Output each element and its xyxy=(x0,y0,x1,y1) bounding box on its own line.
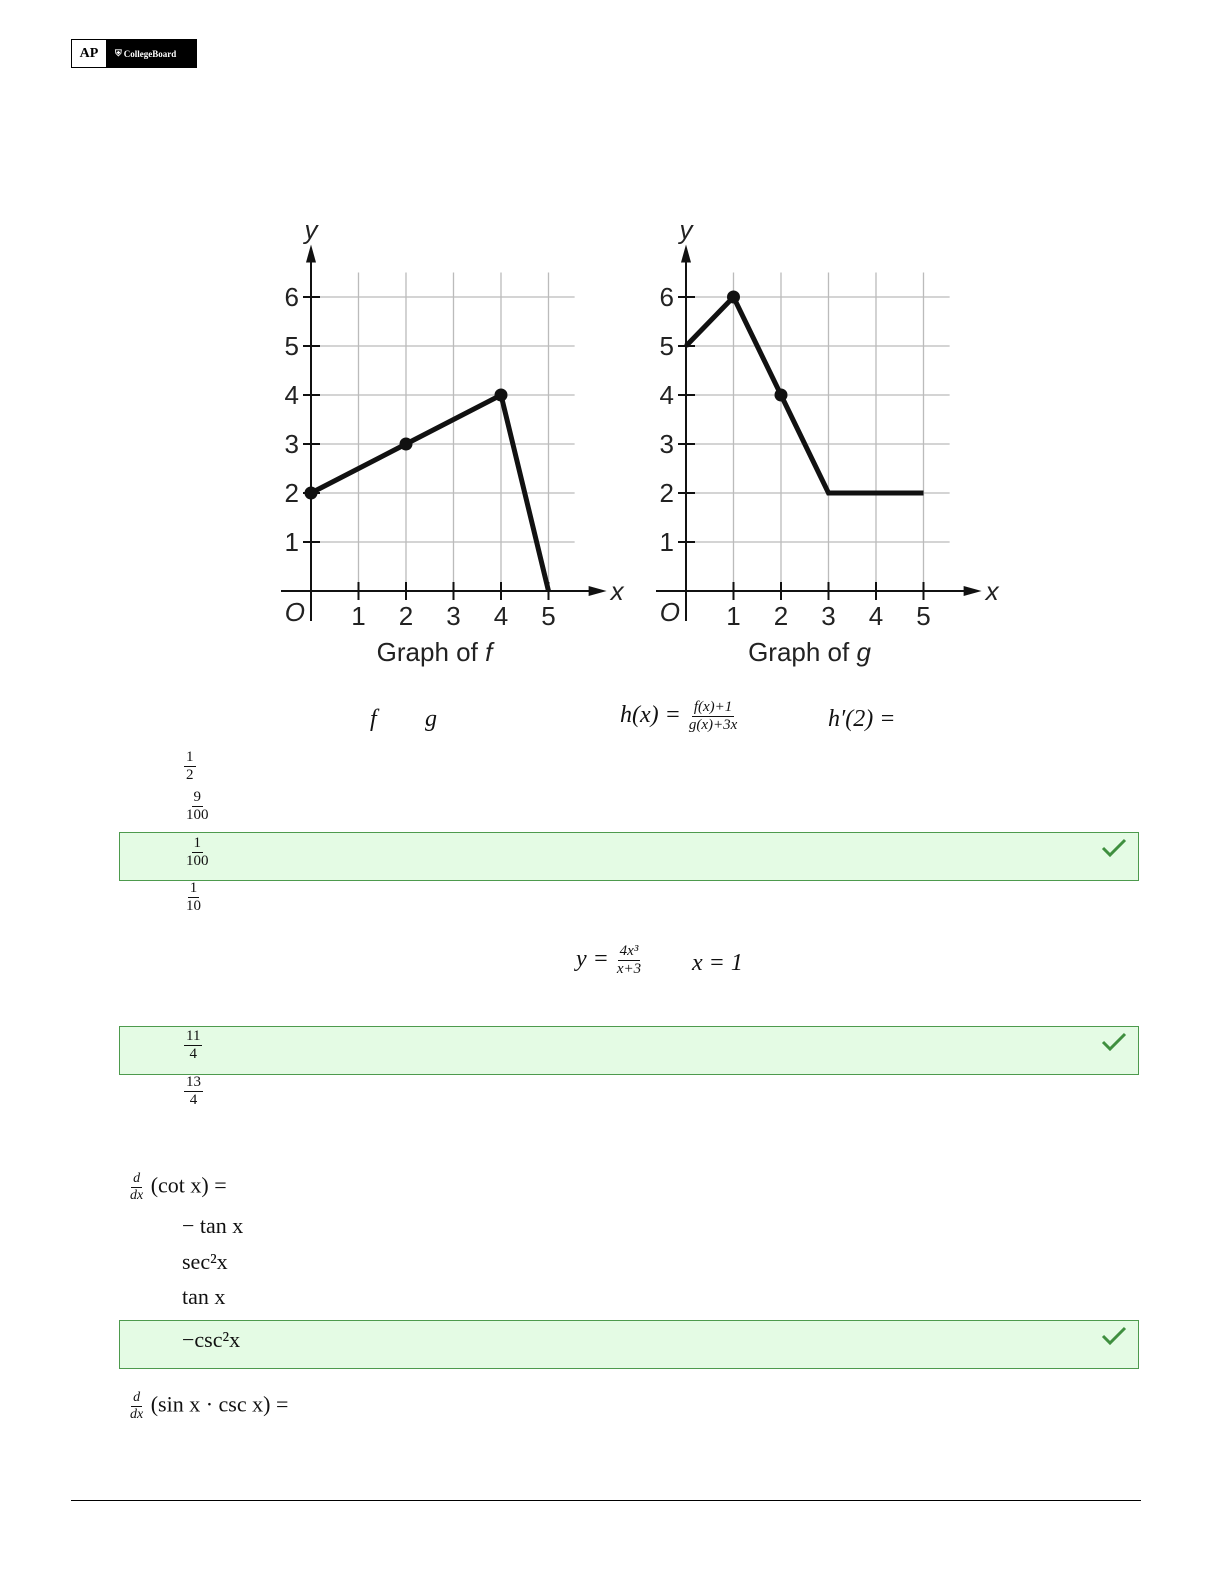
x-axis-label: x xyxy=(985,576,999,606)
q2-correct-highlight xyxy=(119,1026,1139,1075)
x-tick-label: 2 xyxy=(398,601,414,631)
q1-choice-b-num: 9 xyxy=(193,789,201,805)
q2-choice-b[interactable] xyxy=(184,1075,203,1108)
q2-choice-b-den: 4 xyxy=(189,1092,198,1108)
q1-h-denominator: g(x)+3x xyxy=(688,717,738,733)
acorn-shield-icon: ⛨ xyxy=(115,48,122,58)
origin-label: O xyxy=(659,597,680,627)
q1-choice-a-den: 2 xyxy=(186,767,194,783)
collegeboard-logo xyxy=(107,39,197,68)
q1-choice-c-num: 1 xyxy=(193,835,201,851)
ap-collegeboard-logo xyxy=(71,39,197,68)
chart-title xyxy=(748,637,871,667)
x-axis-arrow-icon xyxy=(589,586,607,596)
q1-g-label: g xyxy=(425,706,437,732)
q1-f-label: f xyxy=(370,706,377,732)
q2-choice-a[interactable] xyxy=(184,1029,202,1062)
q1-choice-d-num: 1 xyxy=(189,880,198,896)
q2-choice-b-num: 13 xyxy=(186,1074,201,1090)
q1-choice-c[interactable] xyxy=(184,836,211,869)
q1-h-definition xyxy=(620,700,739,733)
x-tick-label: 5 xyxy=(916,601,931,631)
y-tick-label: 5 xyxy=(659,331,674,361)
x-tick-label: 1 xyxy=(726,601,741,631)
data-point xyxy=(305,487,318,500)
q1-h-fraction xyxy=(687,700,739,733)
q2-choice-a-den: 4 xyxy=(189,1046,197,1062)
q1-choice-d-den: 10 xyxy=(186,898,201,914)
x-tick-label: 2 xyxy=(773,601,789,631)
x-tick-label: 4 xyxy=(868,601,884,631)
y-axis-arrow-icon xyxy=(681,245,691,263)
collegeboard-text: CollegeBoard xyxy=(123,48,177,59)
y-tick-label: 1 xyxy=(284,527,299,557)
x-tick-label: 3 xyxy=(821,601,836,631)
q2-at: x = 1 xyxy=(692,950,743,976)
q2-fraction xyxy=(615,944,643,977)
q1-choice-d[interactable] xyxy=(184,881,203,914)
q3-choice-a[interactable]: − tan x xyxy=(182,1213,244,1238)
x-tick-label: 4 xyxy=(493,601,509,631)
q1-choice-c-den: 100 xyxy=(186,853,209,869)
q3-stem xyxy=(128,1172,227,1203)
chart-title-prefix: Graph of xyxy=(376,637,486,667)
y-tick-label: 2 xyxy=(659,478,674,508)
y-tick-label: 1 xyxy=(659,527,674,557)
q3-correct-highlight xyxy=(119,1320,1139,1369)
q3-expression: (cot x) = xyxy=(150,1172,227,1198)
data-point xyxy=(495,389,508,402)
y-axis-label: y xyxy=(304,214,318,245)
q3-derivative-operator xyxy=(128,1172,145,1203)
q4-dx: dx xyxy=(130,1407,144,1422)
footer-rule xyxy=(71,1500,1141,1501)
q2-choice-a-num: 11 xyxy=(186,1028,201,1044)
y-tick-label: 4 xyxy=(284,380,299,410)
y-tick-label: 2 xyxy=(284,478,299,508)
chart-title-function: f xyxy=(485,637,493,667)
y-tick-label: 4 xyxy=(659,380,674,410)
q1-correct-highlight xyxy=(119,832,1139,881)
data-point xyxy=(400,438,413,451)
q3-choice-c[interactable]: tan x xyxy=(182,1284,226,1309)
y-tick-label: 6 xyxy=(284,282,299,312)
ap-logo-text: AP xyxy=(72,40,106,67)
q1-choice-a[interactable] xyxy=(184,750,196,783)
y-axis-arrow-icon xyxy=(306,245,316,263)
x-axis-label: x xyxy=(610,576,624,606)
graph-of-f xyxy=(270,214,624,680)
chart-title-function: g xyxy=(856,637,871,667)
y-tick-label: 5 xyxy=(284,331,299,361)
q2-lhs: y = xyxy=(576,946,609,973)
data-point xyxy=(775,389,788,402)
q1-choice-a-num: 1 xyxy=(186,749,194,765)
q1-choice-b[interactable] xyxy=(184,790,211,823)
x-axis-arrow-icon xyxy=(964,586,982,596)
y-tick-label: 3 xyxy=(659,429,674,459)
q3-d: d xyxy=(133,1171,141,1186)
chart-title-prefix: Graph of xyxy=(748,637,857,667)
q2-numerator: 4x³ xyxy=(619,943,639,959)
checkmark-icon xyxy=(1100,1031,1128,1053)
checkmark-icon xyxy=(1100,1325,1128,1347)
origin-label: O xyxy=(284,597,305,627)
q2-denominator: x+3 xyxy=(616,961,642,977)
q3-choice-d[interactable]: −csc²x xyxy=(182,1327,241,1352)
q3-dx: dx xyxy=(130,1188,144,1203)
chart-title xyxy=(377,637,495,667)
q2-equation xyxy=(576,944,643,977)
y-tick-label: 6 xyxy=(659,282,674,312)
graph-of-g xyxy=(645,214,999,680)
q3-choice-b[interactable]: sec²x xyxy=(182,1249,228,1274)
checkmark-icon xyxy=(1100,837,1128,859)
q4-d: d xyxy=(133,1390,141,1405)
q1-ask: h′(2) = xyxy=(828,706,896,732)
q4-derivative-operator xyxy=(128,1391,145,1422)
q4-stem xyxy=(128,1391,288,1422)
y-axis-label: y xyxy=(679,214,693,245)
data-point xyxy=(727,291,740,304)
x-tick-label: 5 xyxy=(541,601,556,631)
y-tick-label: 3 xyxy=(284,429,299,459)
x-tick-label: 3 xyxy=(446,601,461,631)
q1-h-lhs: h(x) = xyxy=(620,702,681,729)
q1-choice-b-den: 100 xyxy=(186,807,209,823)
q1-h-numerator: f(x)+1 xyxy=(693,699,733,715)
q4-expression: (sin x · csc x) = xyxy=(150,1391,289,1417)
x-tick-label: 1 xyxy=(351,601,366,631)
